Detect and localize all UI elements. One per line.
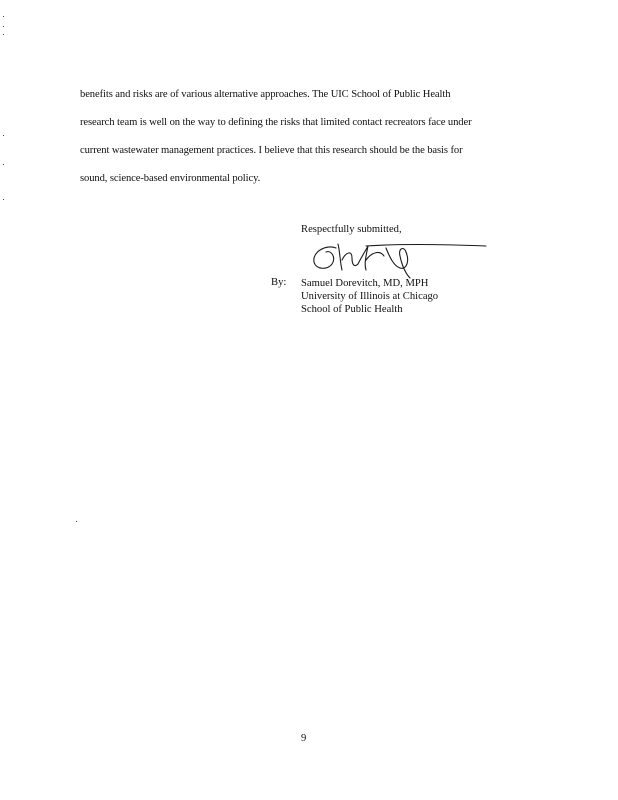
by-label: By: [271,277,287,288]
scan-speck [3,199,4,200]
closing-text: Respectfully submitted, [301,224,402,235]
body-line-2: research team is well on the way to defining the risks that limited contact recreators face under [80,117,472,128]
scan-speck [76,521,77,522]
scan-speck [3,26,4,27]
scan-speck [3,34,4,35]
scan-speck [3,16,4,17]
signatory-school: School of Public Health [301,304,403,315]
body-line-3: current wastewater management practices. I believe that this research should be the basis for [80,145,463,156]
body-line-4: sound, science-based environmental policy. [80,173,261,184]
body-line-1: benefits and risks are of various alternative approaches. The UIC School of Public Health [80,89,451,100]
scan-speck [3,135,4,136]
signatory-institution: University of Illinois at Chicago [301,291,439,302]
signature-block [301,277,438,316]
handwritten-signature [306,238,492,280]
scan-speck [3,164,4,165]
signatory-name: Samuel Dorevitch, MD, MPH [301,278,429,289]
page-number: 9 [301,733,307,744]
